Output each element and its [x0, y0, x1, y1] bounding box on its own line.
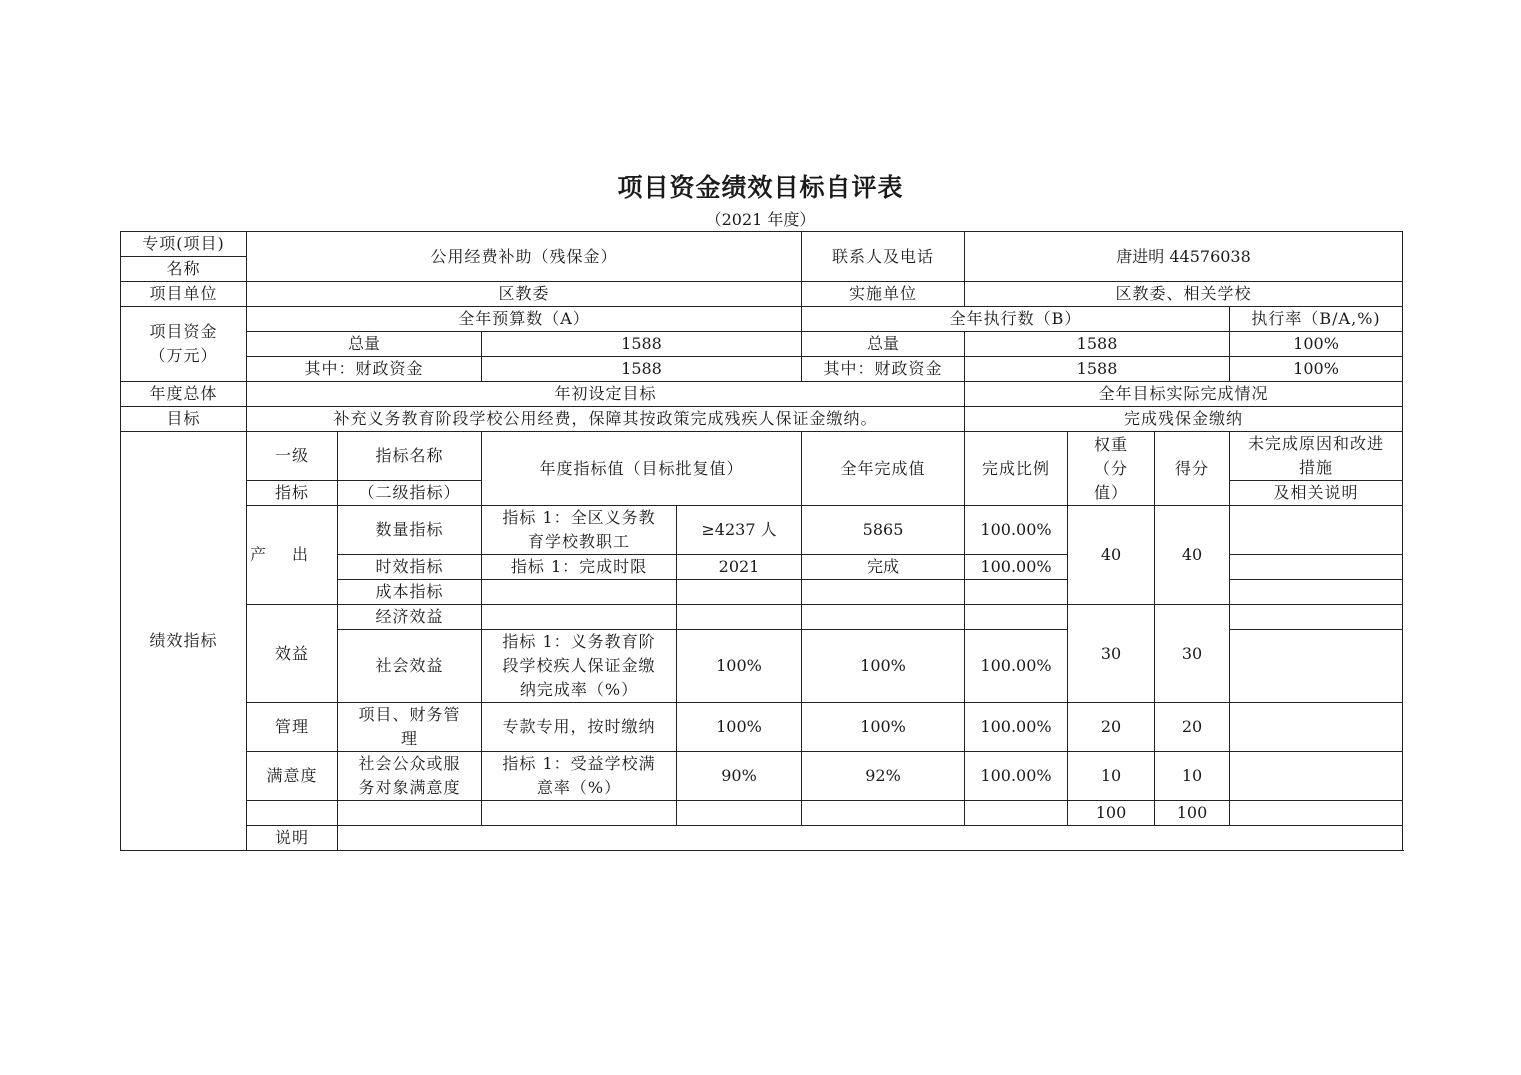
h-name-1: 指标名称 — [338, 432, 482, 481]
qty-desc-1: 指标 1：全区义务教 — [502, 508, 656, 527]
total-reason — [1230, 801, 1403, 826]
sat-desc-2: 意率（%） — [536, 778, 622, 797]
social-desc-3: 纳完成率（%） — [519, 680, 639, 699]
name-label-2: 名称 — [121, 257, 247, 282]
econ-ratio — [965, 605, 1068, 630]
initial-goal-text: 补充义务教育阶段学校公用经费，保障其按政策完成残疾人保证金缴纳。 — [247, 407, 965, 432]
unit-value: 区教委 — [247, 282, 802, 307]
social-target: 100% — [677, 630, 802, 703]
cost-reason — [1230, 580, 1403, 605]
h-weight — [1068, 432, 1155, 506]
initial-goal-header: 年初设定目标 — [247, 382, 965, 407]
exec-header: 全年执行数（B） — [802, 307, 1230, 332]
econ-desc — [482, 605, 677, 630]
social-desc — [482, 630, 677, 703]
sat-score: 10 — [1155, 752, 1230, 801]
goal-label-1: 年度总体 — [121, 382, 247, 407]
fiscal-budget: 1588 — [482, 357, 802, 382]
total-rate: 100% — [1230, 332, 1403, 357]
funds-label-1: 项目资金 — [149, 322, 218, 341]
output-score: 40 — [1155, 506, 1230, 605]
actual-goal-text: 完成残保金缴纳 — [965, 407, 1403, 432]
econ-label: 经济效益 — [338, 605, 482, 630]
social-desc-2: 段学校疾人保证金缴 — [502, 656, 656, 675]
h-reason-1: 未完成原因和改进 — [1248, 434, 1385, 453]
total-budget: 1588 — [482, 332, 802, 357]
sat-desc — [482, 752, 677, 801]
output-weight: 40 — [1068, 506, 1155, 605]
time-reason — [1230, 555, 1403, 580]
qty-desc — [482, 506, 677, 555]
total-empty-5 — [802, 801, 965, 826]
h-level-2: 指标 — [247, 481, 338, 506]
actual-goal-header: 全年目标实际完成情况 — [965, 382, 1403, 407]
benefit-weight: 30 — [1068, 605, 1155, 703]
total-exec-label: 总量 — [802, 332, 965, 357]
contact-value: 唐进明 44576038 — [965, 232, 1403, 282]
sat-done: 92% — [802, 752, 965, 801]
fiscal-label: 其中：财政资金 — [247, 357, 482, 382]
fiscal-rate: 100% — [1230, 357, 1403, 382]
sat-target: 90% — [677, 752, 802, 801]
project-name: 公用经费补助（残保金） — [247, 232, 802, 282]
total-empty-3 — [482, 801, 677, 826]
h-level-1: 一级 — [247, 432, 338, 481]
cost-target — [677, 580, 802, 605]
mgmt-reason — [1230, 703, 1403, 752]
total-empty-1 — [247, 801, 338, 826]
impl-label: 实施单位 — [802, 282, 965, 307]
total-exec: 1588 — [965, 332, 1230, 357]
goal-label-2: 目标 — [121, 407, 247, 432]
h-ratio: 完成比例 — [965, 432, 1068, 506]
total-empty-4 — [677, 801, 802, 826]
social-reason — [1230, 630, 1403, 703]
mgmt-name-2: 理 — [400, 729, 418, 748]
mgmt-target: 100% — [677, 703, 802, 752]
sat-reason — [1230, 752, 1403, 801]
time-done: 完成 — [802, 555, 965, 580]
time-desc: 指标 1：完成时限 — [482, 555, 677, 580]
econ-done — [802, 605, 965, 630]
year-subtitle: （2021 年度） — [705, 210, 816, 229]
h-weight-2: （分 — [1094, 458, 1129, 478]
cost-ratio — [965, 580, 1068, 605]
h-score: 得分 — [1155, 432, 1230, 506]
time-target: 2021 — [677, 555, 802, 580]
mgmt-score: 20 — [1155, 703, 1230, 752]
mgmt-label: 管理 — [247, 703, 338, 752]
mgmt-ratio: 100.00% — [965, 703, 1068, 752]
econ-target — [677, 605, 802, 630]
sat-weight: 10 — [1068, 752, 1155, 801]
h-reason — [1230, 432, 1403, 481]
note-label: 说明 — [247, 826, 338, 851]
qty-done: 5865 — [802, 506, 965, 555]
social-ratio: 100.00% — [965, 630, 1068, 703]
sat-desc-1: 指标 1：受益学校满 — [502, 754, 656, 773]
total-empty-2 — [338, 801, 482, 826]
qty-target: ≥4237 人 — [677, 506, 802, 555]
qty-reason — [1230, 506, 1403, 555]
sat-name — [338, 752, 482, 801]
social-desc-1: 指标 1：义务教育阶 — [502, 632, 656, 651]
cost-desc — [482, 580, 677, 605]
mgmt-weight: 20 — [1068, 703, 1155, 752]
h-done: 全年完成值 — [802, 432, 965, 506]
time-ratio: 100.00% — [965, 555, 1068, 580]
qty-label: 数量指标 — [338, 506, 482, 555]
perf-label: 绩效指标 — [121, 432, 247, 851]
evaluation-table — [120, 231, 1403, 851]
h-weight-1: 权重 — [1094, 434, 1129, 454]
time-label: 时效指标 — [338, 555, 482, 580]
social-done: 100% — [802, 630, 965, 703]
contact-label: 联系人及电话 — [802, 232, 965, 282]
benefit-label: 效益 — [247, 605, 338, 703]
page-title: 项目资金绩效目标自评表 — [617, 173, 904, 202]
funds-label — [121, 307, 247, 382]
name-label-1: 专项(项目) — [121, 232, 247, 257]
mgmt-done: 100% — [802, 703, 965, 752]
fiscal-exec: 1588 — [965, 357, 1230, 382]
total-empty-6 — [965, 801, 1068, 826]
fiscal-exec-label: 其中：财政资金 — [802, 357, 965, 382]
sat-ratio: 100.00% — [965, 752, 1068, 801]
total-label: 总量 — [247, 332, 482, 357]
unit-label: 项目单位 — [121, 282, 247, 307]
mgmt-name-1: 项目、财务管 — [358, 705, 461, 724]
budget-header: 全年预算数（A） — [247, 307, 802, 332]
cost-done — [802, 580, 965, 605]
social-label: 社会效益 — [338, 630, 482, 703]
rate-header: 执行率（B/A,%) — [1230, 307, 1403, 332]
note-value — [338, 826, 1403, 851]
qty-desc-2: 育学校教职工 — [527, 532, 630, 551]
cost-label: 成本指标 — [338, 580, 482, 605]
h-reason-2: 措施 — [1299, 458, 1334, 477]
total-score: 100 — [1155, 801, 1230, 826]
h-weight-3: 值） — [1094, 482, 1129, 502]
econ-reason — [1230, 605, 1403, 630]
h-name-2: （二级指标） — [338, 481, 482, 506]
mgmt-desc: 专款专用，按时缴纳 — [482, 703, 677, 752]
funds-label-2: （万元） — [149, 346, 218, 365]
output-label: 产出 — [247, 506, 338, 605]
benefit-score: 30 — [1155, 605, 1230, 703]
h-reason-3: 及相关说明 — [1230, 481, 1403, 506]
sat-label: 满意度 — [247, 752, 338, 801]
impl-value: 区教委、相关学校 — [965, 282, 1403, 307]
sat-name-2: 务对象满意度 — [358, 778, 461, 797]
h-target: 年度指标值（目标批复值） — [482, 432, 802, 506]
sat-name-1: 社会公众或服 — [358, 754, 461, 773]
qty-ratio: 100.00% — [965, 506, 1068, 555]
mgmt-name — [338, 703, 482, 752]
total-weight: 100 — [1068, 801, 1155, 826]
